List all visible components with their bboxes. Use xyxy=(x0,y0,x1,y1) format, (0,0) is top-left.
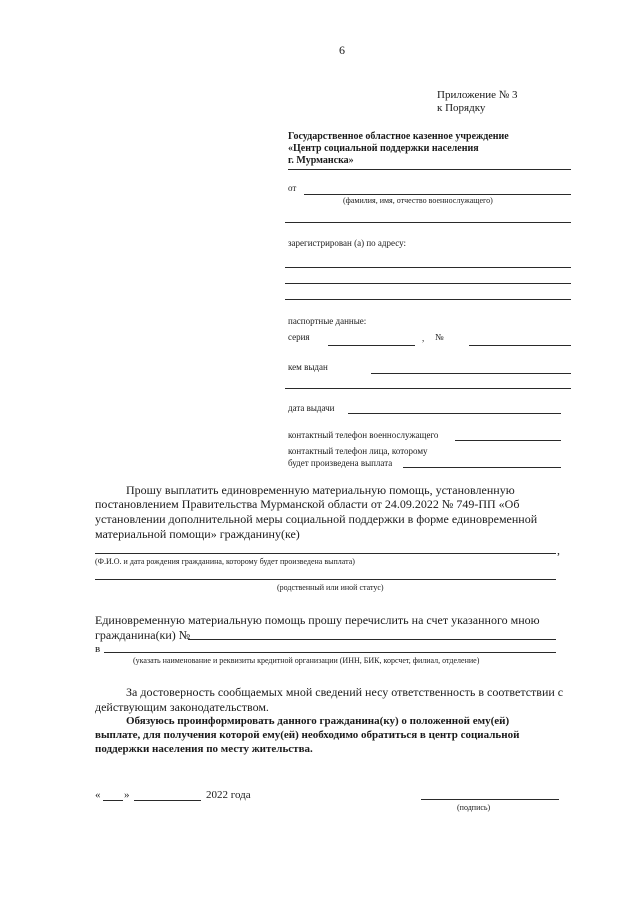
address-field-3[interactable] xyxy=(285,299,571,300)
date-close-quote: » xyxy=(124,789,130,801)
from-name-caption: (фамилия, имя, отчество военнослужащего) xyxy=(343,196,493,205)
address-field-2[interactable] xyxy=(285,283,571,284)
addressee-underline xyxy=(288,169,571,170)
payee-phone-label-1: контактный телефон лица, которому xyxy=(288,446,428,456)
signature-field[interactable] xyxy=(421,799,559,800)
addressee-line-2: «Центр социальной поддержки населения xyxy=(288,143,479,154)
issued-by-field-1[interactable] xyxy=(371,373,571,374)
passport-number-label: № xyxy=(435,332,444,342)
page-number: 6 xyxy=(339,43,345,57)
bank-details-field[interactable] xyxy=(104,652,556,653)
obligation-line-1: Обязуюсь проинформировать данного гражданина(ку) о положенной ему(ей) xyxy=(126,715,510,727)
recipient-fio-field[interactable] xyxy=(95,553,556,554)
payee-phone-label-2: будет произведена выплата xyxy=(288,458,393,468)
from-name-field[interactable] xyxy=(304,194,571,195)
appendix-subtitle: к Порядку xyxy=(437,102,486,114)
date-day-field[interactable] xyxy=(103,800,123,801)
issue-date-label: дата выдачи xyxy=(288,403,335,413)
request-line-2: постановлением Правительства Мурманской области от 24.09.2022 № 749-ПП «Об xyxy=(95,497,520,511)
date-month-field[interactable] xyxy=(134,800,201,801)
issue-date-field[interactable] xyxy=(348,413,561,414)
request-line-1: Прошу выплатить единовременную материальную помощь, установленную xyxy=(126,483,515,497)
passport-label: паспортные данные: xyxy=(288,316,367,326)
request-line-4: материальной помощи» гражданину(ке) xyxy=(95,527,300,541)
addressee-line-1: Государственное областное казенное учреждение xyxy=(288,131,509,142)
passport-series-field[interactable] xyxy=(328,345,415,346)
obligation-line-3: поддержки населения по месту жительства. xyxy=(95,743,313,755)
date-open-quote: « xyxy=(95,789,101,801)
transfer-line-1: Единовременную материальную помощь прошу перечислить на счет указанного мною xyxy=(95,613,540,627)
date-year: 2022 года xyxy=(206,789,251,801)
responsibility-line-1: За достоверность сообщаемых мной сведений несу ответственность в соответствии с xyxy=(126,685,564,699)
transfer-line-2: гражданина(ки) № xyxy=(95,628,191,642)
recipient-trailing-comma: , xyxy=(557,543,560,557)
responsibility-line-2: действующим законодательством. xyxy=(95,700,269,714)
address-field-1[interactable] xyxy=(285,267,571,268)
account-number-field[interactable] xyxy=(188,639,556,640)
serviceman-phone-label: контактный телефон военнослужащего xyxy=(288,430,439,440)
serviceman-phone-field[interactable] xyxy=(455,440,561,441)
payee-phone-field[interactable] xyxy=(403,467,561,468)
request-line-3: установлении дополнительной меры социальной поддержки в форме единовременной xyxy=(95,512,538,526)
passport-series-label: серия xyxy=(288,332,310,342)
issued-by-field-2[interactable] xyxy=(285,388,571,389)
bank-details-caption: (указать наименование и реквизиты кредитной организации (ИНН, БИК, корсчет, филиал, отделение) xyxy=(133,656,480,665)
recipient-status-field[interactable] xyxy=(95,579,556,580)
signature-caption: (подпись) xyxy=(457,803,491,812)
bank-in-label: в xyxy=(95,643,101,655)
passport-number-field[interactable] xyxy=(469,345,571,346)
registered-address-label: зарегистрирован (а) по адресу: xyxy=(288,238,406,248)
from-name-field-2[interactable] xyxy=(285,222,571,223)
obligation-line-2: выплате, для получения которой ему(ей) необходимо обратиться в центр социальной xyxy=(95,729,520,741)
passport-comma: , xyxy=(422,333,425,343)
recipient-fio-caption: (Ф.И.О. и дата рождения гражданина, которому будет произведена выплата) xyxy=(95,557,355,566)
addressee-line-3: г. Мурманска» xyxy=(288,155,354,166)
from-label: от xyxy=(288,183,297,193)
recipient-status-caption: (родственный или иной статус) xyxy=(277,583,384,592)
issued-by-label: кем выдан xyxy=(288,362,328,372)
appendix-title: Приложение № 3 xyxy=(437,89,518,101)
